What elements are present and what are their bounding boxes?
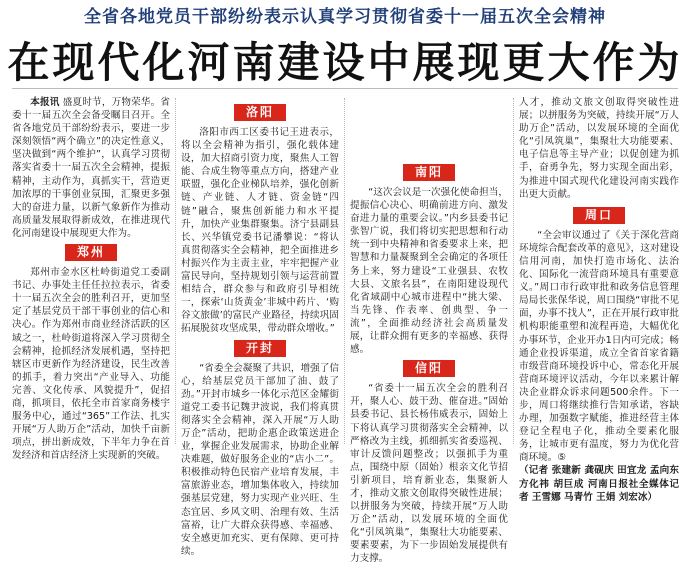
column-divider	[175, 98, 176, 444]
section-label-luoyang: 洛阳	[234, 104, 286, 121]
column-divider	[513, 98, 514, 444]
article-column-3	[350, 96, 508, 565]
section-body-zhengzhou: 郑州市金水区杜岭街道党工委副书记、办事处主任任拉拉表示，省委十一届五次全会的胜利召开，更加坚定了基层党员干部干事创业的信心和决心。作为郑州市商业经济活跃的区域之一，杜岭街道将深入学习贯彻全会精神，抢抓经济发展机遇，坚持把辖区市更新作为经济建设，民生改善的抓手，着力突出“产业导入、功能完善、文化传承、风貌提升”，促招商，抓项目，依托全市首家商务楼宇服务中心，通过“365”工作法、扎实开展“万人助万企”活动，加快千亩新项点，拼出新成效，下半年力争在首发经济和首店经济上实现新的突破。	[12, 267, 170, 462]
section-body-xinyang-continued: 人才，推动文旅文创取得突破性进展；以拼服务为突破，持续开展“万人助万企”活动，以发展环境的全面优化“引凤筑巢”，集聚壮大功能要素、电子信息等主导产业；以促创建为抓手，奋勇争先，努力实现全面出彩，为推进中国式现代化建设河南实践作出更大贡献。	[519, 97, 679, 200]
subheadline: 全省各地党员干部纷纷表示认真学习贯彻省委十一届五次全会精神	[84, 7, 606, 27]
section-label-zhoukou: 周口	[573, 207, 625, 224]
article-column-1	[12, 96, 171, 462]
section-label-xinyang: 信阳	[403, 360, 455, 377]
lead-text: 盛夏时节，万物荣华。省委十一届五次全会备受瞩目召开。全省各地党员干部纷纷表示，要进一步深刻领悟“两个确立”的决定性意义，坚决做到“两个维护”，认真学习贯彻落实省委十一届五次全会精神，提振精神，主动作为，真抓实干，营造更加浓厚的干事创业氛围，汇聚更多强大的奋进力量，以新气象新作为推动高质量发展取得新成效，在推进现代化河南建设中展现更大作为。	[12, 97, 171, 239]
section-body-kaifeng: “省委全会凝聚了共识，增强了信心，给基层党员干部加了油、鼓了劲。”开封市城乡一体化示范区金耀街道党工委书记魏尹波说，我们将真贯彻落实全会精神，深入开展“万人助万企”活动，把助企惠企政策送进企业，掌握企业发展需求，协助企业解决难题，做好服务企业的“店小二”。积极推动特色民宿产业培育发展，丰富旅游业态，增加集体收入，持续加强基层党建，努力实现产业兴旺、生态宜居、乡风文明、治理有效、生活富裕，让广大群众获得感、幸福感、安全感更加充实、更有保障、更可持续。	[181, 362, 339, 557]
lead-paragraph	[12, 96, 170, 240]
article-column-4	[519, 96, 679, 503]
column-divider	[344, 98, 345, 444]
section-body-luoyang: 洛阳市西工区委书记王进表示，将以全会精神为指引，强化载体建设，加大招商引资力度，聚焦人工智能、合成生物等重点方向，搭建产业联盟，强化企业梯队培养，强化创新链、产业链、人才链、资金链“四链”融合，聚焦创新能力和水平提升，加快产业集群聚集。济宁县副县长、兴华镇党委书记潘攀说：“将认真贯彻落实全会精神，把全面推进乡村振兴作为主责主业，牢牢把握产业富民导向，坚持规划引领与运营前置相结合，群众参与和政府引导相统一，探索‘山货黄金’非城中药片、‘购谷文旅做’的富民产业路径，持续巩固拓展脱贫攻坚成果，带动群众增收。”	[181, 127, 339, 335]
headline: 在现代化河南建设中展现更大作为	[7, 38, 683, 87]
reporter-credits: （记者 张建新 龚砚庆 田宜龙 孟向东 方化祎 胡巨成 河南日报社全媒体记者 王雪娜 马青竹 王娟 刘宏冰）	[519, 465, 679, 503]
section-label-kaifeng: 开封	[234, 340, 286, 357]
lead-tag: 本报讯	[30, 97, 60, 108]
section-body-xinyang: “省委十一届五次全会的胜利召开，聚人心、鼓干劲、催奋进。”固始县委书记、县长杨伟威表示，固始上下将认真学习贯彻落实全会精神，以严格改为主线，抓细抓实省委巡视、审计反馈问题整改；以强抓手为重点，围绕中原（固始）根亲文化节招引新项目，培育新业态，集聚新人才，推动文旅文创取得突破性进展；以拼服务为突破，持续开展“万人助万企”活动，以发展环境的全面优化“引凤筑巢”，集聚壮大功能要素、要素要素，为下一步固始发展提供有力支撑。	[350, 383, 508, 565]
section-body-zhoukou: “全会审议通过了《关于深化营商环境综合配套改革的意见》，这对建设信用河南，加快打造市场化、法治化、国际化一流营商环境具有重要意义。”周口市行政审批和政务信息管理局局长张保华说，周口围绕“审批不见面，办事不找人”，正在开展行政审批机构职能重塑和流程再造，大幅优化办事环节，企业开办1日内可完成；畅通企业投诉渠道，成立全省首家省籍市级营商环境投诉中心，常态化开展营商环境评议活动，今年以来累计解决企业群众诉求问题500余件。下一步，周口将继续推行告知承诺，容缺办理，加强数字赋能，推进经营主体登记全程电子化，推动全要素化服务，让城市更有温度，努力为优化营商环境。⑤	[519, 229, 679, 464]
article-column-2	[181, 96, 339, 557]
section-body-nanyang: “这次会议是一次强化使命担当，提振信心决心、明确前进方向、激发奋进力量的重要会议。”内乡县委书记张智广说，我们将切实把思想和行动统一到中央精神和省委要求上来，把智慧和力量凝聚到全会确定的各项任务上来，努力建设“工业强县、农牧大县、文旅名县”，在南阳建设现代化省域副中心城市进程中“挑大梁、当先锋、作表率、创典型、争一流”，全面推动经济社会高质量发展，让群众拥有更多的幸福感、获得感。	[350, 187, 508, 356]
section-label-nanyang: 南阳	[403, 164, 455, 181]
header-rule	[12, 88, 678, 89]
section-label-zhengzhou: 郑州	[65, 244, 117, 261]
